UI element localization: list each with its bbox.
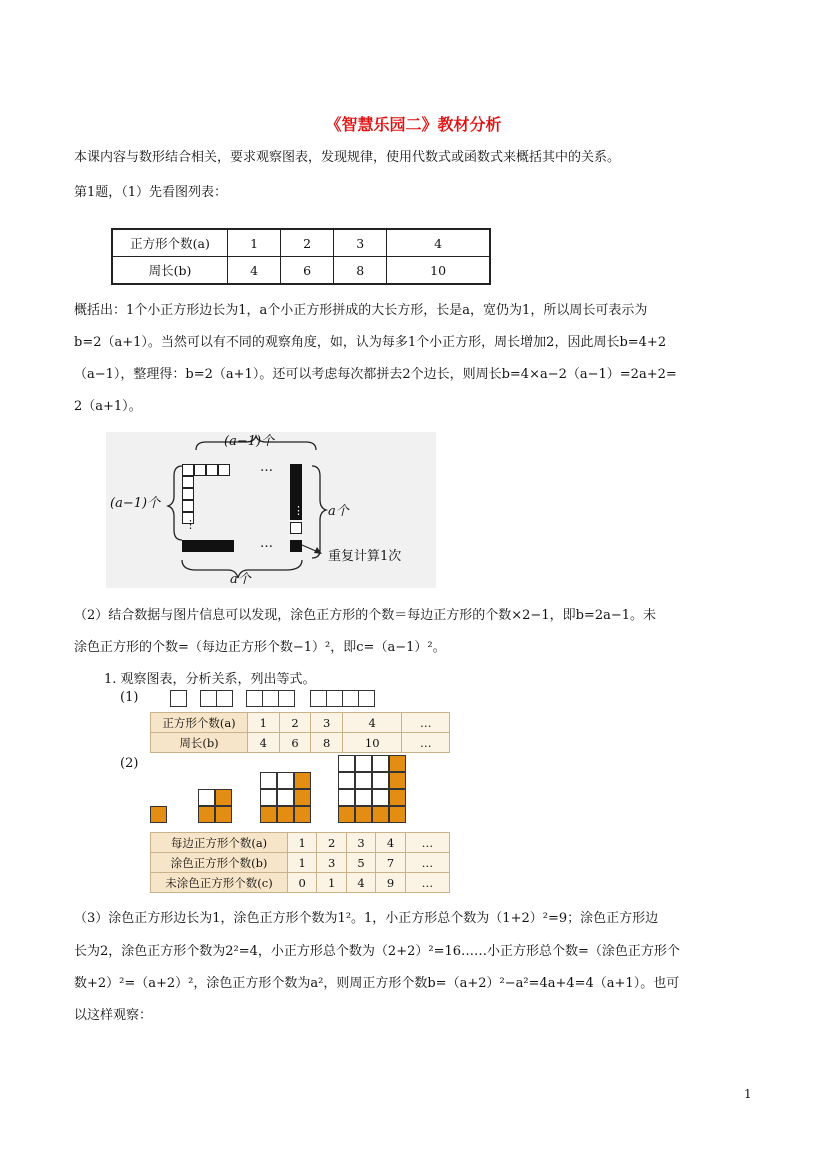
table-cell: 周长(b) (112, 257, 228, 285)
grid-square (372, 806, 389, 823)
intro-text: 本课内容与数形结合相关，要求观察图表，发现规律，使用代数式或函数式来概括其中的关系。 (74, 150, 621, 165)
grid-square (294, 806, 311, 823)
table-cell: 1 (288, 833, 317, 853)
table-cell: 3 (311, 713, 343, 733)
table-cell: … (405, 873, 449, 893)
table-cell: 4 (376, 833, 405, 853)
table-cell: … (405, 833, 449, 853)
summary-line-1: 概括出：1个小正方形边长为1，a个小正方形拼成的大长方形，长是a，宽仍为1，所以周长可表示为 (74, 303, 648, 318)
grid-square (355, 806, 372, 823)
grid-square (182, 476, 194, 488)
grid-square (218, 464, 230, 476)
arrow-label: 重复计算1次 (328, 549, 402, 564)
page-number: 1 (744, 1087, 752, 1101)
part3-line-3: 数+2）²=（a+2）²，涂色正方形个数为a²，则周正方形个数b=（a+2）²−a²=4a+4=4（a+1）。也可 (74, 976, 680, 991)
grid-square (338, 789, 355, 806)
grid-square (215, 806, 232, 823)
part3-line-4: 以这样观察： (74, 1008, 153, 1023)
table-cell: … (405, 853, 449, 873)
grid-square (372, 772, 389, 789)
table-row (151, 713, 450, 733)
page-title: 《智慧乐园二》教材分析 (325, 115, 502, 134)
grid-square (355, 772, 372, 789)
table-cell: 1 (248, 713, 280, 733)
table-cell: 4 (387, 229, 490, 257)
table-cell: 2 (279, 713, 311, 733)
grid-square (182, 500, 194, 512)
bottom-label: a个 (230, 572, 251, 587)
grid-square (358, 690, 375, 707)
grid-square (170, 690, 187, 707)
table-cell: 每边正方形个数(a) (151, 833, 288, 853)
shaded-row (182, 540, 234, 552)
table-cell: 0 (288, 873, 317, 893)
grid-square (215, 789, 232, 806)
table-cell: 正方形个数(a) (112, 229, 228, 257)
grid-square (216, 690, 233, 707)
corner-square (290, 540, 302, 552)
grid-square (194, 464, 206, 476)
part3-line-2: 长为2，涂色正方形个数为2²=4，小正方形总个数为（2+2）²=16……小正方形总个数=（涂色正方形个 (74, 944, 680, 959)
grid-square (338, 755, 355, 772)
grid-square (338, 772, 355, 789)
table-cell: 1 (228, 229, 281, 257)
grid-square (278, 690, 295, 707)
table-cell: 8 (334, 257, 387, 285)
ellipsis: … (260, 460, 273, 475)
perimeter-table (111, 228, 491, 285)
table-row (112, 229, 490, 257)
left-label: (a−1)个 (110, 496, 161, 511)
grid-square (198, 789, 215, 806)
table-cell: … (402, 713, 450, 733)
top-label: (a−1)个 (224, 434, 275, 449)
grid-square (294, 789, 311, 806)
table-cell: 4 (346, 873, 375, 893)
table-cell: 2 (281, 229, 334, 257)
grid-square (277, 772, 294, 789)
table-row (151, 873, 450, 893)
q1-heading: 第1题，（1）先看图列表： (74, 185, 228, 200)
grid-square (290, 522, 302, 534)
table-cell: 5 (346, 853, 375, 873)
left-brace (168, 466, 182, 540)
grid-square (260, 789, 277, 806)
grid-square (389, 789, 406, 806)
grid-square (389, 806, 406, 823)
grid-square (182, 488, 194, 500)
orange-square (150, 806, 167, 823)
table-row (112, 257, 490, 285)
part3-line-1: （3）涂色正方形边长为1，涂色正方形个数为1²。1，小正方形总个数为（1+2）²=9；涂色正方形边 (74, 911, 659, 926)
grid-square (355, 789, 372, 806)
table-cell: 8 (311, 733, 343, 753)
grid-square (355, 755, 372, 772)
square-border-figure (106, 432, 436, 588)
part2-line-1: （2）结合数据与图片信息可以发现，涂色正方形的个数＝每边正方形的个数×2−1，即b=2a−1。未 (74, 608, 656, 623)
table-cell: 未涂色正方形个数(c) (151, 873, 288, 893)
grid-square (260, 772, 277, 789)
grid-square (326, 690, 343, 707)
summary-line-2: b=2（a+1）。当然可以有不同的观察角度，如，认为每多1个小正方形，周长增加2，因此周长b=4+2 (74, 335, 667, 350)
part2-line-2: 涂色正方形的个数=（每边正方形个数−1）²，即c=（a−1）²。 (74, 640, 446, 655)
table-cell: 4 (248, 733, 280, 753)
grid-square (389, 755, 406, 772)
grid-square (342, 690, 359, 707)
table-row (151, 833, 450, 853)
grid-square (198, 806, 215, 823)
grid-square (277, 806, 294, 823)
right-brace (312, 466, 326, 558)
table-cell: 1 (317, 873, 346, 893)
part2-label: (2) (120, 756, 139, 771)
grid-square (182, 464, 194, 476)
table-cell: 10 (387, 257, 490, 285)
table-cell: 2 (317, 833, 346, 853)
table-cell: 4 (228, 257, 281, 285)
table-cell: 涂色正方形个数(b) (151, 853, 288, 873)
grid-square (200, 690, 217, 707)
table-cell: 1 (288, 853, 317, 873)
grid-square (206, 464, 218, 476)
textbook-excerpt (104, 668, 458, 896)
textbook-table-b (150, 832, 450, 893)
textbook-heading: 1. 观察图表，分析关系，列出等式。 (104, 672, 316, 687)
textbook-table-a (150, 712, 450, 753)
table-cell: 4 (342, 713, 401, 733)
ellipsis: … (260, 536, 273, 551)
table-cell: 6 (281, 257, 334, 285)
grid-square (372, 755, 389, 772)
table-cell: 9 (376, 873, 405, 893)
right-label: a个 (328, 504, 349, 519)
table-cell: … (402, 733, 450, 753)
grid-square (262, 690, 279, 707)
table-cell: 周长(b) (151, 733, 248, 753)
vertical-ellipsis: ⋮ (185, 518, 196, 531)
table-cell: 7 (376, 853, 405, 873)
table-cell: 10 (342, 733, 401, 753)
grid-square (372, 789, 389, 806)
table-row (151, 853, 450, 873)
summary-line-4: 2（a+1）。 (74, 399, 142, 414)
grid-square (338, 806, 355, 823)
grid-square (310, 690, 327, 707)
summary-line-3: （a−1），整理得：b=2（a+1）。还可以考虑每次都拼去2个边长，则周长b=4×a−2（a−1）=2a+2= (74, 367, 677, 382)
table-row (151, 733, 450, 753)
grid-square (260, 806, 277, 823)
grid-square (389, 772, 406, 789)
table-cell: 6 (279, 733, 311, 753)
table-cell: 3 (334, 229, 387, 257)
table-cell: 正方形个数(a) (151, 713, 248, 733)
table-cell: 3 (346, 833, 375, 853)
table-cell: 3 (317, 853, 346, 873)
grid-square (246, 690, 263, 707)
part1-label: (1) (120, 690, 139, 705)
vertical-ellipsis: ⋮ (293, 504, 304, 517)
grid-square (277, 789, 294, 806)
grid-square (294, 772, 311, 789)
